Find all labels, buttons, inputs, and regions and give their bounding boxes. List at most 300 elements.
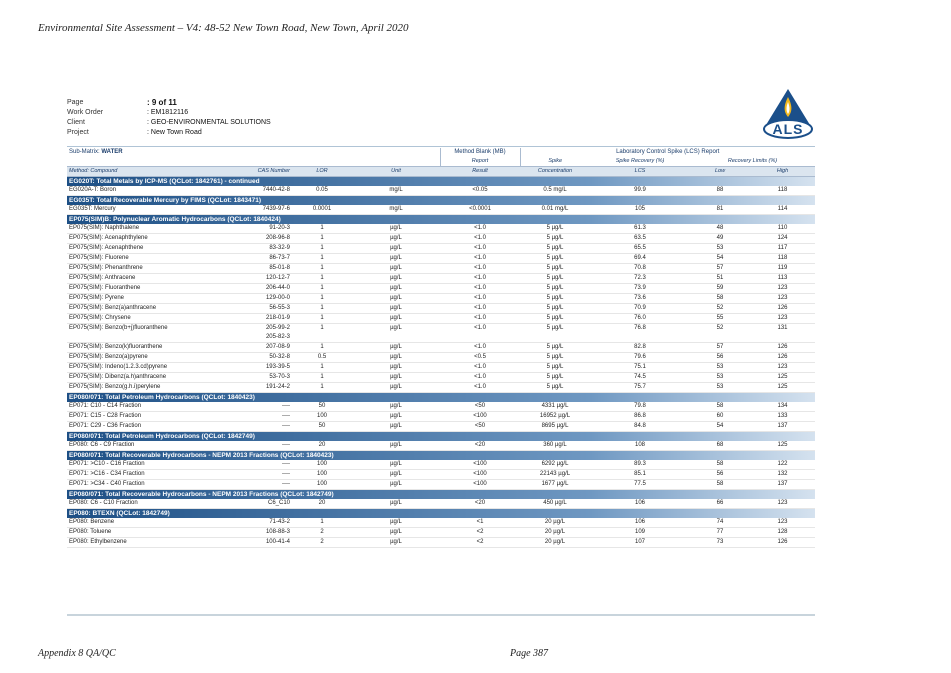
table-cell: ---- (217, 470, 292, 480)
table-cell: <1.0 (440, 254, 520, 264)
table-row (67, 470, 815, 480)
table-cell: 5 µg/L (520, 383, 590, 393)
table-cell: 49 (690, 234, 750, 244)
col-high: High (750, 167, 815, 177)
meta-value: : 9 of 11 (147, 98, 177, 107)
table-cell: 73.9 (590, 284, 690, 294)
table-cell: 109 (590, 528, 690, 538)
table-cell: 1 (292, 274, 352, 284)
table-cell: µg/L (352, 304, 440, 314)
table-cell: 1 (292, 373, 352, 383)
section-header-row (67, 196, 815, 206)
table-cell: µg/L (352, 528, 440, 538)
table-cell: 5 µg/L (520, 274, 590, 284)
table-cell: 20 µg/L (520, 538, 590, 548)
section-title: EP080/071: Total Petroleum Hydrocarbons (QCLot: 1840423) (67, 393, 815, 403)
table-row (67, 234, 815, 244)
table-cell: 51 (690, 274, 750, 284)
table-row (67, 314, 815, 324)
table-cell: 1677 µg/L (520, 480, 590, 490)
table-cell: 208-96-8 (217, 234, 292, 244)
table-cell: 99.9 (590, 186, 690, 196)
table-cell: 48 (690, 224, 750, 234)
table-cell: 7440-42-8 (217, 186, 292, 196)
als-logo (760, 85, 816, 141)
table-cell: <1.0 (440, 373, 520, 383)
section-header-row (67, 490, 815, 500)
meta-value: : EM1812116 (147, 109, 189, 116)
table-cell: µg/L (352, 244, 440, 254)
table-cell: 5 µg/L (520, 294, 590, 304)
table-cell: <1.0 (440, 274, 520, 284)
table-cell: EP071: >C16 - C34 Fraction (67, 470, 217, 480)
table-cell: 81 (690, 205, 750, 215)
table-cell: 54 (690, 422, 750, 432)
table-row (67, 402, 815, 412)
table-row (67, 186, 815, 196)
table-cell: 114 (750, 205, 815, 215)
footer-appendix: Appendix 8 QA/QC (38, 648, 116, 659)
table-cell: 5 µg/L (520, 314, 590, 324)
cas-number: 205-99-2 (265, 325, 290, 331)
table-cell: EP080: C6 - C10 Fraction (67, 499, 217, 509)
table-cell: EP071: C29 - C36 Fraction (67, 422, 217, 432)
meta-label: Page (67, 99, 84, 106)
table-cell: EP075(SIM): Benzo(k)fluoranthene (67, 343, 217, 353)
table-cell: <1.0 (440, 363, 520, 373)
table-cell: 1 (292, 518, 352, 528)
report-metadata (67, 98, 271, 138)
table-cell: <1.0 (440, 294, 520, 304)
table-cell: 4331 µg/L (520, 402, 590, 412)
table-row (67, 244, 815, 254)
table-cell: 126 (750, 304, 815, 314)
table-cell: 100 (292, 470, 352, 480)
table-cell: µg/L (352, 314, 440, 324)
table-cell: EP075(SIM): Pyrene (67, 294, 217, 304)
table-cell: 50-32-8 (217, 353, 292, 363)
table-cell: 79.8 (590, 402, 690, 412)
table-cell: 206-44-0 (217, 284, 292, 294)
section-header-row (67, 393, 815, 403)
spike-recovery-header: Spike Recovery (%) (615, 158, 665, 164)
table-cell: µg/L (352, 324, 440, 343)
table-cell: 123 (750, 284, 815, 294)
table-cell: EP080: C6 - C9 Fraction (67, 441, 217, 451)
table-cell: EP075(SIM): Benzo(a)pyrene (67, 353, 217, 363)
table-cell: 76.0 (590, 314, 690, 324)
table-cell: 6292 µg/L (520, 460, 590, 470)
table-cell: 1 (292, 304, 352, 314)
col-low: Low (690, 167, 750, 177)
table-cell: µg/L (352, 518, 440, 528)
table-row (67, 383, 815, 393)
table-cell: 50 (292, 422, 352, 432)
table-row (67, 441, 815, 451)
table-cell: 1 (292, 294, 352, 304)
table-cell: 1 (292, 244, 352, 254)
table-cell: 59 (690, 284, 750, 294)
section-title: EP080/071: Total Recoverable Hydrocarbons - NEPM 2013 Fractions (QCLot: 1840423) (67, 451, 815, 461)
table-cell: 124 (750, 234, 815, 244)
table-cell: 0.5 (292, 353, 352, 363)
table-cell: <100 (440, 470, 520, 480)
table-cell (217, 324, 292, 343)
table-cell: 1 (292, 284, 352, 294)
section-header-row (67, 215, 815, 225)
table-cell: µg/L (352, 422, 440, 432)
table-row (67, 304, 815, 314)
table-cell: 65.5 (590, 244, 690, 254)
table-cell: 5 µg/L (520, 244, 590, 254)
table-cell: 5 µg/L (520, 234, 590, 244)
table-cell: 68 (690, 441, 750, 451)
meta-row-work-order (67, 108, 271, 118)
table-cell: µg/L (352, 224, 440, 234)
table-cell: 106 (590, 499, 690, 509)
table-cell: 1 (292, 254, 352, 264)
table-cell: 108-88-3 (217, 528, 292, 538)
table-cell: 69.4 (590, 254, 690, 264)
table-cell: µg/L (352, 441, 440, 451)
table-cell: 0.0001 (292, 205, 352, 215)
table-cell: 117 (750, 244, 815, 254)
table-cell: <1.0 (440, 224, 520, 234)
table-cell: 105 (590, 205, 690, 215)
table-cell: EG035T: Mercury (67, 205, 217, 215)
table-row (67, 499, 815, 509)
table-cell: 63.5 (590, 234, 690, 244)
table-cell: 82.8 (590, 343, 690, 353)
table-row (67, 324, 815, 343)
table-cell: 133 (750, 412, 815, 422)
table-cell: <1.0 (440, 314, 520, 324)
meta-value: : New Town Road (147, 129, 202, 136)
table-cell: 56 (690, 470, 750, 480)
table-cell: 218-01-9 (217, 314, 292, 324)
table-cell: EG020A-T: Boron (67, 186, 217, 196)
table-row (67, 353, 815, 363)
table-cell: <20 (440, 499, 520, 509)
table-cell: EP075(SIM): Benzo(b+j)fluoranthene (67, 324, 217, 343)
table-cell: 74.5 (590, 373, 690, 383)
table-cell: 72.3 (590, 274, 690, 284)
table-cell: 125 (750, 383, 815, 393)
table-cell: 50 (292, 402, 352, 412)
table-cell: <1.0 (440, 234, 520, 244)
table-cell: EP075(SIM): Acenaphthylene (67, 234, 217, 244)
table-cell: 108 (590, 441, 690, 451)
top-divider (67, 146, 815, 147)
table-cell: 61.3 (590, 224, 690, 234)
table-cell: 5 µg/L (520, 304, 590, 314)
table-row (67, 254, 815, 264)
table-cell: <0.0001 (440, 205, 520, 215)
table-cell: µg/L (352, 254, 440, 264)
table-cell: 5 µg/L (520, 353, 590, 363)
meta-row-client (67, 118, 271, 128)
table-cell: EP075(SIM): Indeno(1.2.3.cd)pyrene (67, 363, 217, 373)
table-cell: 77 (690, 528, 750, 538)
table-cell: 132 (750, 470, 815, 480)
table-cell: <100 (440, 480, 520, 490)
table-cell: 126 (750, 538, 815, 548)
table-cell: 0.01 mg/L (520, 205, 590, 215)
table-cell: 75.7 (590, 383, 690, 393)
table-cell: 53-70-3 (217, 373, 292, 383)
col-lcs: LCS (590, 167, 690, 177)
table-cell: 57 (690, 343, 750, 353)
table-cell: EP075(SIM): Fluorene (67, 254, 217, 264)
table-cell: 16952 µg/L (520, 412, 590, 422)
table-cell: 5 µg/L (520, 284, 590, 294)
table-cell: µg/L (352, 353, 440, 363)
table-cell: 20 (292, 441, 352, 451)
table-cell: 118 (750, 186, 815, 196)
table-cell: 53 (690, 244, 750, 254)
spike-header: Spike (520, 157, 590, 167)
table-cell: 122 (750, 460, 815, 470)
table-cell: 8695 µg/L (520, 422, 590, 432)
table-cell: 5 µg/L (520, 254, 590, 264)
table-cell: 53 (690, 373, 750, 383)
table-body (67, 177, 815, 548)
table-cell: 73.6 (590, 294, 690, 304)
table-cell: EP080: Benzene (67, 518, 217, 528)
table-cell: EP075(SIM): Benzo(g.h.i)perylene (67, 383, 217, 393)
table-cell: 113 (750, 274, 815, 284)
table-cell: 54 (690, 254, 750, 264)
col-lor: LOR (292, 167, 352, 177)
table-cell: 53 (690, 383, 750, 393)
table-cell: 56-55-3 (217, 304, 292, 314)
meta-label: Project (67, 129, 89, 136)
table-cell: 86.8 (590, 412, 690, 422)
table-cell: 7439-97-6 (217, 205, 292, 215)
table-cell: 106 (590, 518, 690, 528)
table-row (67, 284, 815, 294)
table-cell: 100-41-4 (217, 538, 292, 548)
table-cell: µg/L (352, 234, 440, 244)
section-title: EP080/071: Total Recoverable Hydrocarbons - NEPM 2013 Fractions (QCLot: 1842749) (67, 490, 815, 500)
table-cell: 70.8 (590, 264, 690, 274)
table-cell: 20 µg/L (520, 528, 590, 538)
section-title: EG035T: Total Recoverable Mercury by FIMS (QCLot: 1843471) (67, 196, 815, 206)
table-cell: EP075(SIM): Benz(a)anthracene (67, 304, 217, 314)
table-cell: ---- (217, 460, 292, 470)
table-row (67, 343, 815, 353)
table-row (67, 460, 815, 470)
table-cell: mg/L (352, 205, 440, 215)
table-cell: µg/L (352, 412, 440, 422)
table-cell: 53 (690, 363, 750, 373)
table-cell: 88 (690, 186, 750, 196)
table-cell: 1 (292, 343, 352, 353)
col-compound: Method: Compound (67, 167, 217, 177)
table-cell: 207-08-9 (217, 343, 292, 353)
col-concentration: Concentration (520, 167, 590, 177)
table-cell: 58 (690, 294, 750, 304)
table-cell: <0.05 (440, 186, 520, 196)
table-cell: 2 (292, 528, 352, 538)
table-cell: µg/L (352, 470, 440, 480)
table-cell: 58 (690, 402, 750, 412)
table-cell: 123 (750, 363, 815, 373)
table-cell: <0.5 (440, 353, 520, 363)
table-cell: ---- (217, 402, 292, 412)
table-row (67, 480, 815, 490)
table-cell: µg/L (352, 274, 440, 284)
lcs-report-header: Laboratory Control Spike (LCS) Report (520, 148, 815, 157)
logo-text: ALS (772, 121, 804, 137)
table-cell: 137 (750, 480, 815, 490)
table-cell: 58 (690, 460, 750, 470)
table-row (67, 412, 815, 422)
table-cell: 125 (750, 441, 815, 451)
column-header-row (67, 167, 815, 177)
table-cell: 55 (690, 314, 750, 324)
table-cell: 450 µg/L (520, 499, 590, 509)
table-cell: 75.1 (590, 363, 690, 373)
table-cell: 0.5 mg/L (520, 186, 590, 196)
cas-number-secondary: 205-82-3 (265, 334, 290, 340)
table-cell: 84.8 (590, 422, 690, 432)
table-cell: ---- (217, 441, 292, 451)
table-cell: <1.0 (440, 343, 520, 353)
mb-report-header: Report (440, 157, 520, 167)
table-cell: µg/L (352, 499, 440, 509)
table-cell: 85.1 (590, 470, 690, 480)
table-row (67, 528, 815, 538)
table-cell: 100 (292, 412, 352, 422)
table-cell: <1.0 (440, 284, 520, 294)
table-cell: EP071: >C10 - C16 Fraction (67, 460, 217, 470)
table-cell: C6_C10 (217, 499, 292, 509)
table-cell: EP075(SIM): Acenaphthene (67, 244, 217, 254)
table-row (67, 518, 815, 528)
table-cell: 100 (292, 460, 352, 470)
recovery-limits-header: Recovery Limits (%) (727, 158, 778, 164)
table-cell: 57 (690, 264, 750, 274)
table-cell: 123 (750, 314, 815, 324)
table-cell: 70.9 (590, 304, 690, 314)
table-cell: 126 (750, 343, 815, 353)
section-header-row (67, 432, 815, 442)
table-cell: 20 µg/L (520, 518, 590, 528)
table-cell: 86-73-7 (217, 254, 292, 264)
table-cell: µg/L (352, 294, 440, 304)
table-cell: 125 (750, 373, 815, 383)
table-cell: 85-01-8 (217, 264, 292, 274)
table-cell: EP080: Toluene (67, 528, 217, 538)
sub-matrix-label: Sub-Matrix: WATER (69, 149, 123, 155)
table-cell: µg/L (352, 402, 440, 412)
table-cell: ---- (217, 422, 292, 432)
table-cell: <1.0 (440, 244, 520, 254)
col-cas: CAS Number (217, 167, 292, 177)
table-cell: 0.05 (292, 186, 352, 196)
footer-page-number: Page 387 (510, 648, 549, 659)
section-title: EP075(SIM)B: Polynuclear Aromatic Hydrocarbons (QCLot: 1840424) (67, 215, 815, 225)
table-cell: 1 (292, 383, 352, 393)
table-cell: 1 (292, 314, 352, 324)
table-cell: <1.0 (440, 383, 520, 393)
table-cell: EP071: >C34 - C40 Fraction (67, 480, 217, 490)
table-cell: 137 (750, 422, 815, 432)
section-header-row (67, 509, 815, 519)
col-unit: Unit (352, 167, 440, 177)
table-cell: µg/L (352, 373, 440, 383)
table-cell: 123 (750, 518, 815, 528)
table-cell: 118 (750, 254, 815, 264)
table-cell: µg/L (352, 460, 440, 470)
table-cell: 129-00-0 (217, 294, 292, 304)
meta-label: Work Order (67, 109, 104, 116)
section-title: EP080: BTEXN (QCLot: 1842749) (67, 509, 815, 519)
table-cell: 100 (292, 480, 352, 490)
table-cell: EP075(SIM): Fluoranthene (67, 284, 217, 294)
table-cell: <20 (440, 441, 520, 451)
document-header: Environmental Site Assessment – V4: 48-52 New Town Road, New Town, April 2020 (38, 22, 409, 34)
table-cell: 5 µg/L (520, 373, 590, 383)
table-cell: 123 (750, 499, 815, 509)
table-cell: 1 (292, 324, 352, 343)
table-row (67, 422, 815, 432)
meta-label: Client (67, 119, 85, 126)
table-row (67, 274, 815, 284)
table-cell: 120-12-7 (217, 274, 292, 284)
table-cell: <50 (440, 402, 520, 412)
table-cell: 89.3 (590, 460, 690, 470)
section-header-row (67, 177, 815, 187)
table-cell: 123 (750, 294, 815, 304)
table-cell: 5 µg/L (520, 343, 590, 353)
lcs-report-table (67, 148, 815, 548)
section-header-row (67, 451, 815, 461)
table-cell: mg/L (352, 186, 440, 196)
table-header-row-2 (67, 157, 815, 167)
table-cell: 1 (292, 264, 352, 274)
table-row (67, 538, 815, 548)
table-row (67, 264, 815, 274)
table-cell: <1.0 (440, 264, 520, 274)
table-cell: 1 (292, 234, 352, 244)
meta-value: : GEO-ENVIRONMENTAL SOLUTIONS (147, 119, 271, 126)
table-cell: <50 (440, 422, 520, 432)
table-cell: 5 µg/L (520, 324, 590, 343)
table-cell: 71-43-2 (217, 518, 292, 528)
table-cell: 77.5 (590, 480, 690, 490)
table-cell: 119 (750, 264, 815, 274)
table-cell: 79.6 (590, 353, 690, 363)
table-cell: µg/L (352, 538, 440, 548)
table-cell: EP075(SIM): Dibenz(a.h)anthracene (67, 373, 217, 383)
table-cell: EP071: C15 - C28 Fraction (67, 412, 217, 422)
table-cell: <2 (440, 528, 520, 538)
table-cell: <1 (440, 518, 520, 528)
table-cell: 5 µg/L (520, 363, 590, 373)
table-cell: <1.0 (440, 324, 520, 343)
table-cell: EP071: C10 - C14 Fraction (67, 402, 217, 412)
table-cell: EP075(SIM): Phenanthrene (67, 264, 217, 274)
table-cell: ---- (217, 412, 292, 422)
table-cell: 107 (590, 538, 690, 548)
table-cell: <100 (440, 412, 520, 422)
table-cell: 74 (690, 518, 750, 528)
table-cell: 110 (750, 224, 815, 234)
section-title: EP080/071: Total Petroleum Hydrocarbons (QCLot: 1842749) (67, 432, 815, 442)
table-cell: 58 (690, 480, 750, 490)
